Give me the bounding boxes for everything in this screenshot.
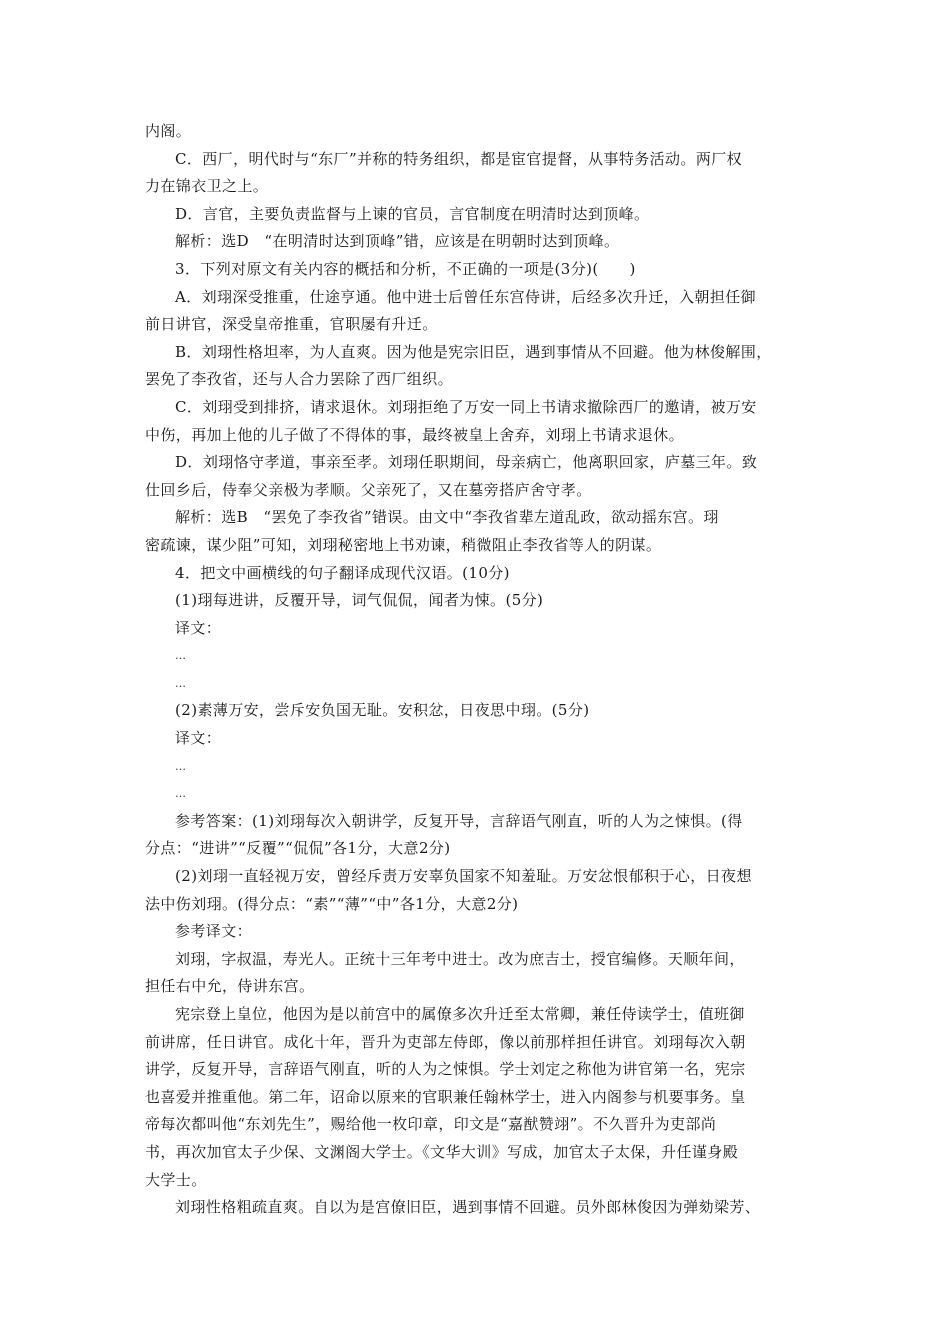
text-line: 刘珝性格粗疏直爽。自以为是宫僚旧臣，遇到事情不回避。员外郎林俊因为弹劾梁芳、 (175, 1198, 761, 1217)
text-line: 刘珝，字叔温，寿光人。正统十三年考中进士。改为庶吉士，授官编修。天顺年间， (175, 949, 745, 968)
text-line: 解析：选D “在明清时达到顶峰”错，应该是在明朝时达到顶峰。 (175, 232, 620, 251)
text-line: 译文： (175, 618, 222, 637)
text-line: 中伤，再加上他的儿子做了不得体的事，最终被皇上舍弃，刘珝上书请求退休。 (145, 425, 685, 444)
answer-blank-ellipsis: … (175, 787, 186, 801)
text-line: B．刘珝性格坦率，为人直爽。因为他是宪宗旧臣，遇到事情从不回避。他为林俊解围， (175, 342, 772, 361)
text-line: 担任右中允，侍讲东宫。 (145, 977, 315, 996)
text-line: 内阁。 (145, 122, 192, 140)
text-line: 参考译文： (175, 922, 253, 941)
text-line: 大学士。 (145, 1170, 207, 1189)
text-line: 讲学，反复开导，言辞语气刚直，听的人为之悚惧。学士刘定之称他为讲官第一名，宪宗 (145, 1060, 746, 1079)
text-line: (2)素薄万安，尝斥安负国无耻。安积忿，日夜思中珝。(5分) (175, 701, 590, 720)
text-line: D．言官，主要负责监督与上谏的官员，言官制度在明清时达到顶峰。 (175, 204, 650, 223)
text-line: 前日讲官，深受皇帝推重，官职屡有升迁。 (145, 315, 438, 334)
text-line: 密疏谏，谋少阻”可知，刘珝秘密地上书劝谏，稍微阻止李孜省等人的阴谋。 (145, 535, 662, 554)
text-line: (1)珝每进讲，反覆开导，词气侃侃，闻者为悚。(5分) (175, 591, 544, 610)
text-line: 书，再次加官太子少保、文渊阁大学士。《文华大训》写成，加官太子太保，升任谨身殿 (145, 1142, 739, 1161)
text-line: D．刘珝恪守孝道，事亲至孝。刘珝任职期间，母亲病亡，他离职回家，庐墓三年。致 (175, 453, 758, 472)
text-line: 4．把文中画横线的句子翻译成现代汉语。(10分) (175, 563, 510, 582)
answer-blank-ellipsis: … (175, 649, 186, 663)
answer-blank-ellipsis: … (175, 676, 186, 690)
text-line: 前讲席，任日讲官。成化十年，晋升为吏部左侍郎，像以前那样担任讲官。刘珝每次入朝 (145, 1032, 746, 1051)
document-page (145, 118, 807, 1222)
text-line: 也喜爱并推重他。第二年，诏命以原来的官职兼任翰林学士，进入内阁参与机要事务。皇 (145, 1087, 746, 1106)
text-line: 解析：选B “罢免了李孜省”错误。由文中“李孜省辈左道乱政，欲动摇东宫。珝 (175, 508, 719, 527)
text-line: 罢免了李孜省，还与人合力罢除了西厂组织。 (145, 370, 454, 389)
text-line: 译文： (175, 729, 222, 748)
text-line: 力在锦衣卫之上。 (145, 177, 269, 196)
text-line: 法中伤刘珝。(得分点：“素”“薄”“中”各1分，大意2分) (145, 894, 519, 913)
text-line: C．刘珝受到排挤，请求退休。刘珝拒绝了万安一同上书请求撤除西厂的邀请，被万安 (175, 397, 757, 416)
text-line: 宪宗登上皇位，他因为是以前宫中的属僚多次升迁至太常卿，兼任侍读学士，值班御 (175, 1005, 745, 1023)
answer-blank-ellipsis: … (175, 759, 186, 773)
text-line: 帝每次都叫他“东刘先生”，赐给他一枚印章，印文是“嘉猷赞翊”。不久晋升为吏部尚 (145, 1115, 717, 1134)
text-line: 参考答案：(1)刘珝每次入朝讲学，反复开导，言辞语气刚直，听的人为之悚惧。(得 (175, 811, 743, 830)
text-line: (2)刘珝一直轻视万安，曾经斥责万安辜负国家不知羞耻。万安忿恨郁积于心，日夜想 (175, 867, 752, 886)
text-line: C．西厂，明代时与“东厂”并称的特务组织，都是宦官提督，从事特务活动。两厂权 (175, 149, 743, 168)
text-line: A．刘珝深受推重，仕途亨通。他中进士后曾任东宫侍讲，后经多次升迁，入朝担任御 (175, 287, 757, 306)
text-line: 仕回乡后，侍奉父亲极为孝顺。父亲死了，又在墓旁搭庐舍守孝。 (145, 480, 592, 499)
text-line: 3．下列对原文有关内容的概括和分析，不正确的一项是(3分)( ) (175, 259, 636, 278)
text-line: 分点：“进讲”“反覆”“侃侃”各1分，大意2分) (145, 839, 451, 858)
